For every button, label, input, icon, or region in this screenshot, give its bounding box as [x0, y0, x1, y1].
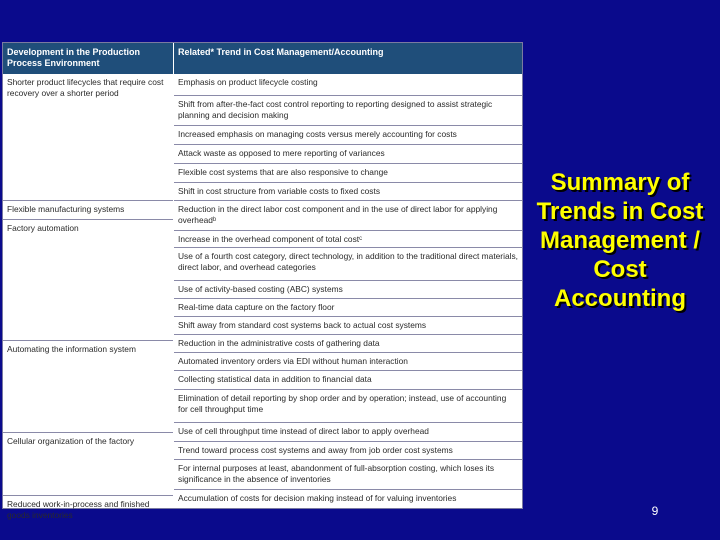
trend-row: Attack waste as opposed to mere reporting of variances: [174, 144, 522, 163]
trend-row: Increase in the overhead component of total costᶜ: [174, 230, 522, 247]
header-related-trend: Related* Trend in Cost Management/Accounting: [174, 43, 522, 74]
trend-row: Shift from after-the-fact cost control reporting to reporting designed to assist strategic planning and decision making: [174, 95, 522, 125]
trend-row: Accumulation of costs for decision making instead of for valuing inventories: [174, 489, 522, 510]
trend-row: Use of a fourth cost category, direct technology, in addition to the traditional direct materials, direct labor, and overhead categories: [174, 247, 522, 280]
trend-row: Use of cell throughput time instead of direct labor to apply overhead: [174, 422, 522, 441]
trend-row: Use of activity-based costing (ABC) systems: [174, 280, 522, 298]
trend-row: Increased emphasis on managing costs versus merely accounting for costs: [174, 125, 522, 144]
trends-table: [2, 42, 523, 520]
dev-cell-automation: Factory automation: [3, 219, 173, 340]
trend-row: Shift in cost structure from variable costs to fixed costs: [174, 182, 522, 200]
dev-cell-info-system: Automating the information system: [3, 340, 173, 432]
trend-row: Reduction in the administrative costs of gathering data: [174, 334, 522, 352]
trend-row: Shift away from standard cost systems back to actual cost systems: [174, 316, 522, 334]
trend-row: Elimination of detail reporting by shop order and by operation; instead, use of accounting for cell throughput time: [174, 389, 522, 422]
trend-row: Collecting statistical data in addition to financial data: [174, 370, 522, 389]
dev-cell-flexible: Flexible manufacturing systems: [3, 200, 173, 219]
trend-row: Emphasis on product lifecycle costing: [178, 77, 318, 87]
dev-cell-reduced-wip: Reduced work-in-process and finished goods inventories: [3, 495, 173, 510]
trend-row: Real-time data capture on the factory floor: [174, 298, 522, 316]
header-development: Development in the Production Process Environment: [3, 43, 174, 74]
dev-cell-cellular: Cellular organization of the factory: [3, 432, 173, 495]
trend-row: For internal purposes at least, abandonment of full-absorption costing, which loses its significance in the absence of inventories: [174, 459, 522, 489]
trend-row: Automated inventory orders via EDI without human interaction: [174, 352, 522, 370]
slide-title: Summary of Trends in Cost Management / Cost Accounting: [536, 169, 704, 312]
trend-row: Flexible cost systems that are also responsive to change: [174, 163, 522, 182]
trend-row: Reduction in the direct labor cost component and in the use of direct labor for applying overheadᵇ: [174, 200, 522, 230]
dev-cell-lifecycles: Shorter product lifecycles that require cost recovery over a shorter period: [7, 77, 164, 98]
trend-row: Trend toward process cost systems and away from job order cost systems: [174, 441, 522, 459]
slide-number: 9: [651, 504, 659, 518]
